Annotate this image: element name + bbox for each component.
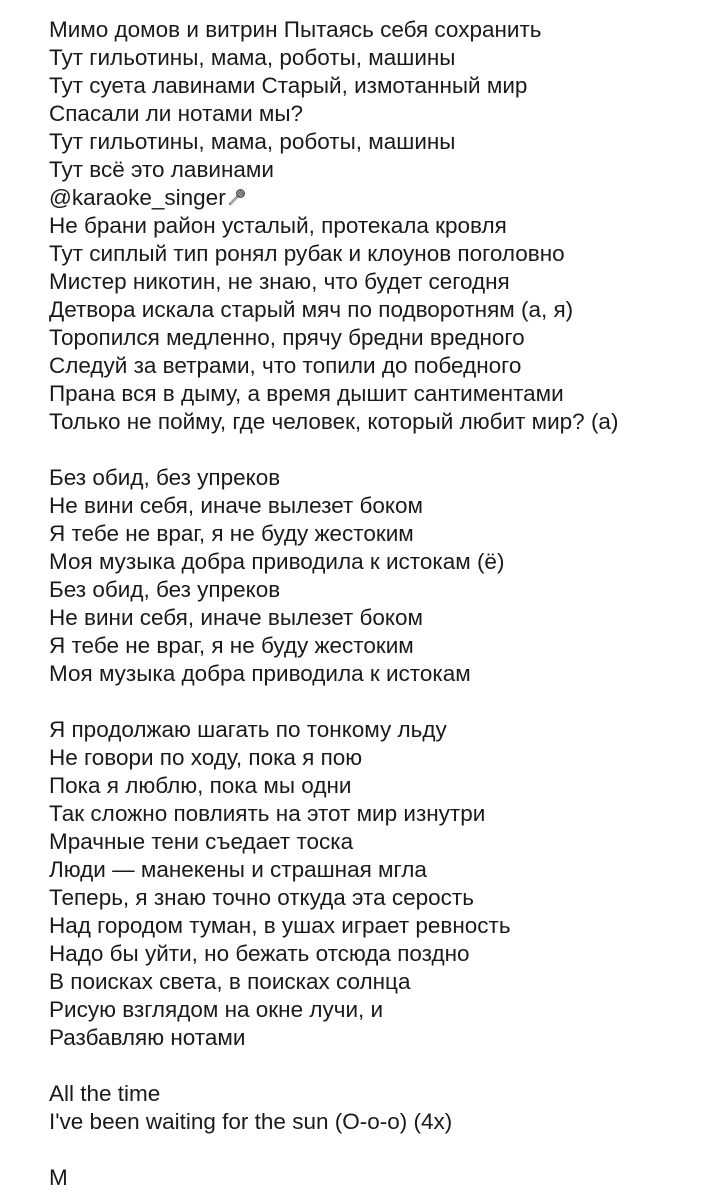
lyric-line: Мрачные тени съедает тоска [49,829,354,854]
lyric-line: Моя музыка добра приводила к истокам (ё) [49,549,505,574]
lyric-line: Не вини себя, иначе вылезет боком [49,605,424,630]
lyric-line: Не брани район усталый, протекала кровля [49,213,507,238]
lyric-line: Детвора искала старый мяч по подворотням (а, я) [49,297,574,322]
lyric-line: Тут гильотины, мама, роботы, машины [49,45,456,70]
stanza-3 [49,716,714,1052]
microphone-icon [227,186,247,206]
stanza-gap [49,436,714,464]
lyric-line: Тут суета лавинами Старый, измотанный мир [49,73,528,98]
lyric-line: Не вини себя, иначе вылезет боком [49,493,424,518]
lyric-line: Мимо домов и витрин Пытаясь себя сохранить [49,17,542,42]
lyric-line: Без обид, без упреков [49,465,281,490]
lyric-line: Без обид, без упреков [49,577,281,602]
lyric-line: Тут сиплый тип ронял рубак и клоунов поголовно [49,241,565,266]
lyric-line: Теперь, я знаю точно откуда эта серость [49,885,474,910]
lyric-line: Так сложно повлиять на этот мир изнутри [49,801,486,826]
lyric-line: Пока я люблю, пока мы одни [49,773,352,798]
stanza-gap [49,1052,714,1080]
lyric-line: All the time [49,1081,161,1106]
lyric-line: Моя музыка добра приводила к истокам [49,661,471,686]
lyrics-text [49,16,714,1192]
lyric-line: Я тебе не враг, я не буду жестоким [49,633,414,658]
lyric-line: Тут всё это лавинами [49,157,274,182]
lyric-line: Прана вся в дыму, а время дышит сантиментами [49,381,564,406]
stanza-1 [49,16,714,436]
lyric-line: Надо бы уйти, но бежать отсюда поздно [49,941,470,966]
lyric-line: Тут гильотины, мама, роботы, машины [49,129,456,154]
lyric-line: Я продолжаю шагать по тонкому льду [49,717,447,742]
lyric-line: В поисках света, в поисках солнца [49,969,411,994]
author-handle: @karaoke_singer [49,185,226,210]
lyric-line: Мистер никотин, не знаю, что будет сегодня [49,269,510,294]
stanza-4 [49,1080,714,1136]
lyric-line: Только не пойму, где человек, который любит мир? (а) [49,409,619,434]
lyric-line: Люди — манекены и страшная мгла [49,857,427,882]
lyric-line: Рисую взглядом на окне лучи, и [49,997,384,1022]
lyric-line: Над городом туман, в ушах играет ревность [49,913,511,938]
lyric-line: I've been waiting for the sun (О-о-о) (4x) [49,1109,453,1134]
stanza-5 [49,1164,714,1192]
lyric-line: Спасали ли нотами мы? [49,101,304,126]
stanza-gap [49,688,714,716]
lyric-line: Я тебе не враг, я не буду жестоким [49,521,414,546]
stanza-2 [49,464,714,688]
stanza-gap [49,1136,714,1164]
lyric-line: Торопился медленно, прячу бредни вредного [49,325,525,350]
lyric-line: Следуй за ветрами, что топили до победного [49,353,522,378]
lyric-line: Разбавляю нотами [49,1025,246,1050]
lyric-line: М [49,1165,68,1190]
author-handle-line [49,184,714,212]
lyric-line: Не говори по ходу, пока я пою [49,745,363,770]
